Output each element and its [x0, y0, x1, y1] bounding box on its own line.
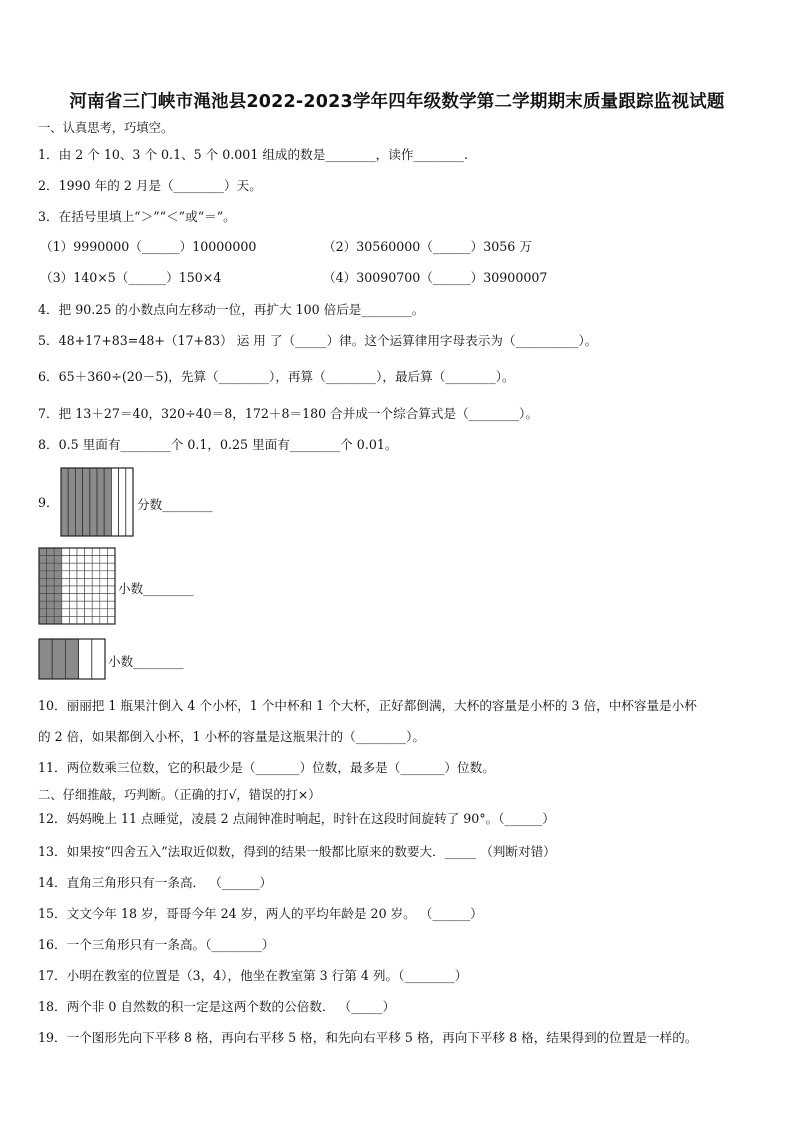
- shaded-cell: [39, 556, 47, 564]
- empty-cell: [62, 594, 70, 602]
- empty-cell: [100, 609, 108, 617]
- empty-cell: [69, 586, 77, 594]
- empty-cell: [100, 586, 108, 594]
- shaded-cell: [54, 601, 62, 609]
- empty-cell: [92, 556, 100, 564]
- empty-cell: [62, 601, 70, 609]
- shaded-cell: [47, 594, 55, 602]
- shaded-cell: [47, 601, 55, 609]
- empty-cell: [77, 609, 85, 617]
- empty-cell: [92, 609, 100, 617]
- empty-cell: [107, 594, 115, 602]
- empty-cell: [107, 578, 115, 586]
- figure-2-cells: [39, 548, 115, 624]
- empty-cell: [107, 609, 115, 617]
- question-11: 11．两位数乘三位数，它的积最少是（_______）位数，最多是（_______）位数。: [38, 760, 495, 775]
- question-9-number: 9．: [38, 495, 59, 510]
- shaded-cell: [47, 586, 55, 594]
- empty-cell: [69, 578, 77, 586]
- empty-cell: [100, 601, 108, 609]
- empty-cell: [92, 571, 100, 579]
- shaded-column: [83, 468, 90, 536]
- shaded-cell: [47, 578, 55, 586]
- empty-cell: [77, 586, 85, 594]
- figure-3-strips: [38, 638, 106, 680]
- empty-cell: [62, 556, 70, 564]
- question-12: 12．妈妈晚上 11 点睡觉，凌晨 2 点闹钟准时响起，时针在这段时间旋转了 90°。（______）: [38, 811, 555, 826]
- empty-cell: [62, 578, 70, 586]
- empty-cell: [85, 616, 93, 624]
- shaded-column: [75, 468, 82, 536]
- shaded-cell: [39, 594, 47, 602]
- shaded-cell: [54, 563, 62, 571]
- shaded-cell: [54, 571, 62, 579]
- empty-cell: [85, 609, 93, 617]
- empty-cell: [107, 548, 115, 556]
- question-15: 15．文文今年 18 岁，哥哥今年 24 岁，两人的平均年龄是 20 岁。 （______）: [38, 906, 483, 921]
- empty-cell: [100, 578, 108, 586]
- empty-cell: [62, 548, 70, 556]
- empty-cell: [85, 578, 93, 586]
- question-18: 18．两个非 0 自然数的积一定是这两个数的公倍数． （_____）: [38, 999, 396, 1014]
- empty-column: [79, 639, 92, 679]
- shaded-cell: [39, 571, 47, 579]
- question-4: 4．把 90.25 的小数点向左移动一位，再扩大 100 倍后是________。: [38, 302, 425, 317]
- shaded-column: [61, 468, 68, 536]
- figure-3-label: 小数________: [108, 654, 184, 669]
- shaded-cell: [39, 563, 47, 571]
- empty-cell: [69, 609, 77, 617]
- shaded-cell: [47, 571, 55, 579]
- empty-cell: [62, 571, 70, 579]
- empty-cell: [92, 563, 100, 571]
- empty-column: [126, 468, 133, 536]
- question-13: 13．如果按“四舍五入”法取近似数，得到的结果一般都比原来的数要大．_____ （判断对错）: [38, 844, 556, 859]
- shaded-column: [90, 468, 97, 536]
- empty-cell: [69, 594, 77, 602]
- shaded-cell: [54, 578, 62, 586]
- empty-cell: [77, 556, 85, 564]
- empty-cell: [92, 548, 100, 556]
- question-14: 14．直角三角形只有一条高． （______）: [38, 875, 273, 890]
- empty-cell: [85, 594, 93, 602]
- empty-cell: [85, 601, 93, 609]
- shaded-column: [39, 639, 52, 679]
- shaded-cell: [47, 548, 55, 556]
- question-10-line-1: 10．丽丽把 1 瓶果汁倒入 4 个小杯，1 个中杯和 1 个大杯，正好都倒满，大杯的容量是小杯的 3 倍，中杯容量是小杯: [38, 698, 697, 713]
- empty-cell: [77, 616, 85, 624]
- empty-cell: [62, 586, 70, 594]
- question-1: 1．由 2 个 10、3 个 0.1、5 个 0.001 组成的数是________，读作________.: [38, 147, 468, 162]
- empty-cell: [100, 556, 108, 564]
- empty-cell: [69, 563, 77, 571]
- empty-cell: [69, 601, 77, 609]
- empty-cell: [85, 563, 93, 571]
- empty-cell: [100, 594, 108, 602]
- shaded-column: [52, 639, 65, 679]
- question-3: 3．在括号里填上“＞”“＜”或“＝”。: [38, 209, 236, 224]
- empty-cell: [62, 609, 70, 617]
- question-3-part-1: （1）9990000（______）10000000: [40, 239, 257, 254]
- empty-cell: [77, 594, 85, 602]
- empty-cell: [77, 601, 85, 609]
- empty-cell: [62, 563, 70, 571]
- question-2: 2．1990 年的 2 月是（________）天。: [38, 178, 262, 193]
- shaded-cell: [54, 586, 62, 594]
- section-1-heading: 一、认真思考，巧填空。: [38, 121, 174, 135]
- shaded-cell: [47, 556, 55, 564]
- question-8: 8．0.5 里面有________个 0.1，0.25 里面有________个 0.01。: [38, 437, 398, 452]
- empty-cell: [85, 586, 93, 594]
- empty-cell: [77, 548, 85, 556]
- empty-cell: [92, 586, 100, 594]
- question-16: 16．一个三角形只有一条高。（________）: [38, 937, 275, 952]
- figure-1-columns: [61, 468, 133, 536]
- question-10-line-2: 的 2 倍，如果都倒入小杯，1 小杯的容量是这瓶果汁的（________）。: [38, 729, 425, 744]
- empty-cell: [85, 571, 93, 579]
- shaded-column: [97, 468, 104, 536]
- empty-cell: [100, 548, 108, 556]
- empty-cell: [100, 563, 108, 571]
- empty-cell: [69, 548, 77, 556]
- empty-cell: [85, 548, 93, 556]
- figure-3-columns: [39, 639, 105, 679]
- empty-cell: [107, 556, 115, 564]
- empty-cell: [77, 563, 85, 571]
- empty-cell: [100, 571, 108, 579]
- empty-column: [92, 639, 105, 679]
- question-3-part-2: （2）30560000（______）3056 万: [323, 239, 532, 254]
- section-2-heading: 二、仔细推敲，巧判断。（正确的打√，错误的打×）: [38, 788, 321, 802]
- shaded-cell: [39, 609, 47, 617]
- page-title: 河南省三门峡市渑池县2022-2023学年四年级数学第二学期期末质量跟踪监视试题: [69, 92, 725, 112]
- empty-cell: [85, 556, 93, 564]
- question-3-part-3: （3）140×5（______）150×4: [40, 270, 222, 285]
- empty-cell: [77, 571, 85, 579]
- figure-2-grid: [38, 547, 116, 625]
- empty-cell: [107, 571, 115, 579]
- empty-cell: [92, 594, 100, 602]
- shaded-cell: [54, 548, 62, 556]
- question-3-part-4: （4）30090700（______）30900007: [323, 270, 548, 285]
- empty-cell: [107, 586, 115, 594]
- shaded-column: [65, 639, 78, 679]
- empty-cell: [92, 616, 100, 624]
- shaded-column: [104, 468, 111, 536]
- empty-cell: [77, 578, 85, 586]
- shaded-cell: [47, 616, 55, 624]
- question-5: 5．48+17+83=48+（17+83） 运 用 了（_____）律。这个运算律用字母表示为（__________）。: [38, 333, 598, 348]
- figure-1-label: 分数________: [137, 497, 213, 512]
- shaded-cell: [39, 578, 47, 586]
- figure-1-strips: [60, 467, 134, 537]
- shaded-cell: [47, 609, 55, 617]
- shaded-cell: [39, 616, 47, 624]
- figure-2-label: 小数________: [118, 581, 194, 596]
- empty-cell: [107, 601, 115, 609]
- empty-cell: [107, 616, 115, 624]
- shaded-cell: [47, 563, 55, 571]
- question-17: 17．小明在教室的位置是（3，4），他坐在教室第 3 行第 4 列。（________）: [38, 968, 468, 983]
- empty-cell: [69, 571, 77, 579]
- empty-cell: [100, 616, 108, 624]
- empty-cell: [62, 616, 70, 624]
- empty-cell: [69, 616, 77, 624]
- question-6: 6．65＋360÷(20－5)，先算（________），再算（________），最后算（________）。: [38, 369, 515, 384]
- shaded-column: [68, 468, 75, 536]
- shaded-cell: [54, 609, 62, 617]
- shaded-cell: [39, 601, 47, 609]
- empty-cell: [69, 556, 77, 564]
- empty-column: [119, 468, 126, 536]
- question-19: 19．一个图形先向下平移 8 格，再向右平移 5 格，和先向右平移 5 格，再向下平移 8 格，结果得到的位置是一样的。: [38, 1030, 698, 1045]
- shaded-cell: [54, 594, 62, 602]
- shaded-cell: [39, 548, 47, 556]
- empty-cell: [92, 601, 100, 609]
- empty-cell: [107, 563, 115, 571]
- shaded-cell: [54, 556, 62, 564]
- shaded-cell: [39, 586, 47, 594]
- question-7: 7．把 13＋27＝40，320÷40＝8，172＋8＝180 合并成一个综合算式是（________）。: [38, 406, 538, 421]
- shaded-cell: [54, 616, 62, 624]
- empty-cell: [92, 578, 100, 586]
- empty-column: [111, 468, 118, 536]
